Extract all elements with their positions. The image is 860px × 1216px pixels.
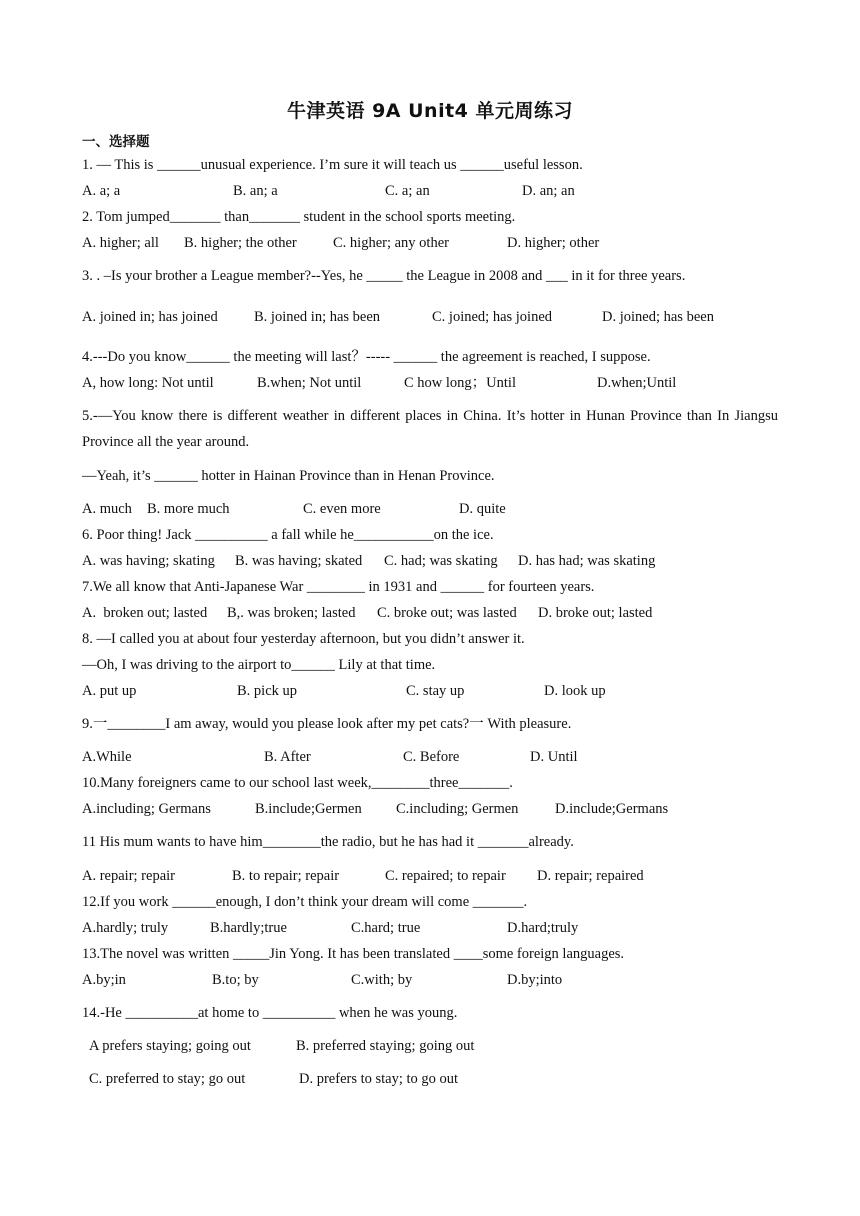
page-title: 牛津英语 9A Unit4 单元周练习	[286, 100, 574, 122]
option-6a: A. was having; skating	[82, 553, 215, 569]
question-stem-7: 7.We all know that Anti-Japanese War ________ in 1931 and ______ for fourteen years.	[82, 579, 595, 595]
option-4b: B.when; Not until	[257, 375, 362, 391]
option-14d: D. prefers to stay; to go out	[299, 1071, 459, 1087]
question-stem-2: 2. Tom jumped_______ than_______ student in the school sports meeting.	[82, 209, 516, 225]
option-14b: B. preferred staying; going out	[296, 1038, 475, 1054]
question-stem-11: 11 His mum wants to have him________the radio, but he has had it _______already.	[82, 834, 574, 850]
option-7b: B,. was broken; lasted	[227, 605, 356, 621]
option-5d: D. quite	[459, 501, 506, 517]
option-4a: A, how long: Not until	[82, 375, 214, 391]
option-1c: C. a; an	[385, 183, 430, 199]
question-stem-5: 5.-—You know there is different weather in different places in China. It’s hotter in Hunan Province than In Jiangsu Province all the year around.	[82, 408, 778, 450]
option-4c: C how long；Until	[404, 375, 516, 391]
option-8a: A. put up	[82, 683, 137, 699]
option-10b: B.include;Germen	[255, 801, 362, 817]
option-1d: D. an; an	[522, 183, 575, 199]
option-10a: A.including; Germans	[82, 801, 211, 817]
option-8d: D. look up	[544, 683, 606, 699]
question-stem-4: 4.---Do you know______ the meeting will last？----- ______ the agreement is reached, I suppose.	[82, 349, 651, 365]
option-5b: B. more much	[147, 501, 230, 517]
option-12b: B.hardly;true	[210, 920, 287, 936]
option-5a: A. much	[82, 501, 132, 517]
option-2a: A. higher; all	[82, 235, 159, 251]
question-stem-8: 8. —I called you at about four yesterday afternoon, but you didn’t answer it.	[82, 631, 525, 647]
option-1a: A. a; a	[82, 183, 121, 199]
option-13d: D.by;into	[507, 972, 563, 988]
option-12d: D.hard;truly	[507, 920, 579, 936]
question-stem-12: 12.If you work ______enough, I don’t think your dream will come _______.	[82, 894, 528, 910]
option-7c: C. broke out; was lasted	[377, 605, 517, 621]
question-stem-14: 14.-He __________at home to __________ when he was young.	[82, 1005, 458, 1021]
option-11d: D. repair; repaired	[537, 868, 644, 884]
option-5c: C. even more	[303, 501, 381, 517]
option-2d: D. higher; other	[507, 235, 600, 251]
section-heading: 一、选择题	[82, 134, 150, 150]
option-9d: D. Until	[530, 749, 578, 765]
option-4d: D.when;Until	[597, 375, 677, 391]
option-11c: C. repaired; to repair	[385, 868, 506, 884]
option-11a: A. repair; repair	[82, 868, 175, 884]
option-3a: A. joined in; has joined	[82, 309, 218, 325]
option-3b: B. joined in; has been	[254, 309, 381, 325]
option-8c: C. stay up	[406, 683, 465, 699]
question-stem-1: 1. — This is ______unusual experience. I’m sure it will teach us ______useful lesson.	[82, 157, 583, 173]
option-6b: B. was having; skated	[235, 553, 363, 569]
option-12c: C.hard; true	[351, 920, 421, 936]
option-10d: D.include;Germans	[555, 801, 669, 817]
option-9b: B. After	[264, 749, 311, 765]
option-2b: B. higher; the other	[184, 235, 297, 251]
option-9a: A.While	[82, 749, 132, 765]
question-stem-3: 3. . –Is your brother a League member?--Yes, he _____ the League in 2008 and ___ in it for three years.	[82, 268, 686, 284]
option-9c: C. Before	[403, 749, 460, 765]
question-stem-10: 10.Many foreigners came to our school last week,________three_______.	[82, 775, 513, 791]
question-stem-6: 6. Poor thing! Jack __________ a fall while he___________on the ice.	[82, 527, 494, 543]
option-14a: A prefers staying; going out	[89, 1038, 251, 1054]
option-13b: B.to; by	[212, 972, 259, 988]
question-stem-8-reply: —Oh, I was driving to the airport to______ Lily at that time.	[82, 657, 436, 673]
option-11b: B. to repair; repair	[232, 868, 340, 884]
option-8b: B. pick up	[237, 683, 298, 699]
option-1b: B. an; a	[233, 183, 278, 199]
option-6d: D. has had; was skating	[518, 553, 656, 569]
option-10c: C.including; Germen	[396, 801, 519, 817]
option-13c: C.with; by	[351, 972, 413, 988]
question-stem-9: 9.一________I am away, would you please look after my pet cats?一 With pleasure.	[82, 716, 572, 732]
option-7a: A. broken out; lasted	[82, 605, 208, 621]
option-6c: C. had; was skating	[384, 553, 498, 569]
option-12a: A.hardly; truly	[82, 920, 169, 936]
question-stem-5-reply: —Yeah, it’s ______ hotter in Hainan Province than in Henan Province.	[82, 468, 495, 484]
question-stem-13: 13.The novel was written _____Jin Yong. It has been translated ____some foreign languages.	[82, 946, 625, 962]
option-3d: D. joined; has been	[602, 309, 714, 325]
option-13a: A.by;in	[82, 972, 126, 988]
option-2c: C. higher; any other	[333, 235, 449, 251]
option-14c: C. preferred to stay; go out	[89, 1071, 246, 1087]
option-7d: D. broke out; lasted	[538, 605, 653, 621]
option-3c: C. joined; has joined	[432, 309, 553, 325]
